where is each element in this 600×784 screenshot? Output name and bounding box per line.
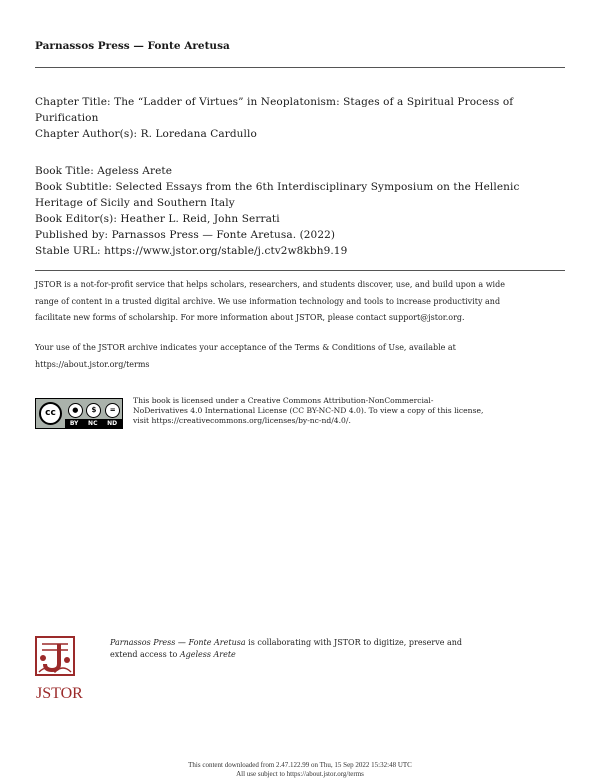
collab-publisher: Parnassos Press — Fonte Aretusa: [110, 638, 246, 647]
chapter-author: Chapter Author(s): R. Loredana Cardullo: [35, 128, 257, 140]
chapter-title-line2: Purification: [35, 112, 99, 124]
book-published: Published by: Parnassos Press — Fonte Aretusa. (2022): [35, 229, 336, 241]
jstor-logo-text: JSTOR: [36, 685, 83, 702]
noderivatives-icon: =: [105, 403, 120, 418]
stable-url[interactable]: Stable URL: https://www.jstor.org/stable/j.ctv2w8kbh9.19: [35, 245, 348, 257]
top-divider: [35, 67, 565, 68]
download-footer: [0, 761, 600, 779]
collab-text1: is collaborating with JSTOR to digitize, preserve and: [245, 638, 463, 647]
license-line1: This book is licensed under a Creative Commons Attribution-NonCommercial-: [133, 396, 434, 405]
collab-text2: extend access to: [110, 650, 180, 659]
book-subtitle-line1: Book Subtitle: Selected Essays from the 6th Interdisciplinary Symposium on the Hellenic: [35, 181, 520, 193]
jstor-notice: [35, 277, 565, 327]
noncommercial-icon: $: [86, 403, 101, 418]
jstor-logo-icon: [35, 636, 85, 702]
book-subtitle-line2: Heritage of Sicily and Southern Italy: [35, 197, 235, 209]
terms-notice: [35, 340, 565, 373]
cc-nd-label: ND: [107, 420, 118, 427]
license-line2: NoDerivatives 4.0 International License (CC BY-NC-ND 4.0). To view a copy of this license,: [133, 406, 484, 415]
cc-by-label: BY: [69, 420, 79, 427]
chapter-title-line1: Chapter Title: The “Ladder of Virtues” in Neoplatonism: Stages of a Spiritual Process of: [35, 96, 514, 108]
collab-book: Ageless Arete: [179, 650, 236, 659]
terms-notice-line1: Your use of the JSTOR archive indicates your acceptance of the Terms & Conditions of Use, available at: [35, 343, 456, 352]
license-text: [133, 396, 543, 426]
book-title: Book Title: Ageless Arete: [35, 165, 173, 177]
jstor-logo[interactable]: [35, 636, 85, 702]
cc-nc-label: NC: [88, 420, 98, 427]
cc-badge-labels: [65, 419, 122, 428]
footer-line2[interactable]: All use subject to https://about.jstor.org/terms: [236, 770, 364, 778]
terms-link[interactable]: https://about.jstor.org/terms: [35, 359, 150, 369]
license-line3[interactable]: visit https://creativecommons.org/licenses/by-nc-nd/4.0/.: [133, 416, 351, 425]
jstor-notice-line2: range of content in a trusted digital archive. We use information technology and tools to increase productivity and: [35, 296, 501, 306]
middle-divider: [35, 270, 565, 271]
book-editors: Book Editor(s): Heather L. Reid, John Serrati: [35, 213, 280, 225]
jstor-notice-line1: JSTOR is a not-for-profit service that helps scholars, researchers, and students discover, use, and build upon a wide: [35, 280, 505, 289]
book-info: [35, 163, 565, 259]
attribution-icon: ●: [68, 403, 83, 418]
collaboration-note: [110, 637, 550, 661]
publisher-header: Parnassos Press — Fonte Aretusa: [35, 40, 230, 52]
jstor-notice-line3: facilitate new forms of scholarship. For more information about JSTOR, please contact support@jstor.org.: [35, 313, 465, 322]
cc-logo-icon: cc: [39, 402, 62, 425]
cc-license-badge[interactable]: [35, 398, 123, 429]
chapter-info: [35, 94, 565, 142]
footer-line1: This content downloaded from 2.47.122.99 on Thu, 15 Sep 2022 15:32:48 UTC: [188, 761, 412, 769]
